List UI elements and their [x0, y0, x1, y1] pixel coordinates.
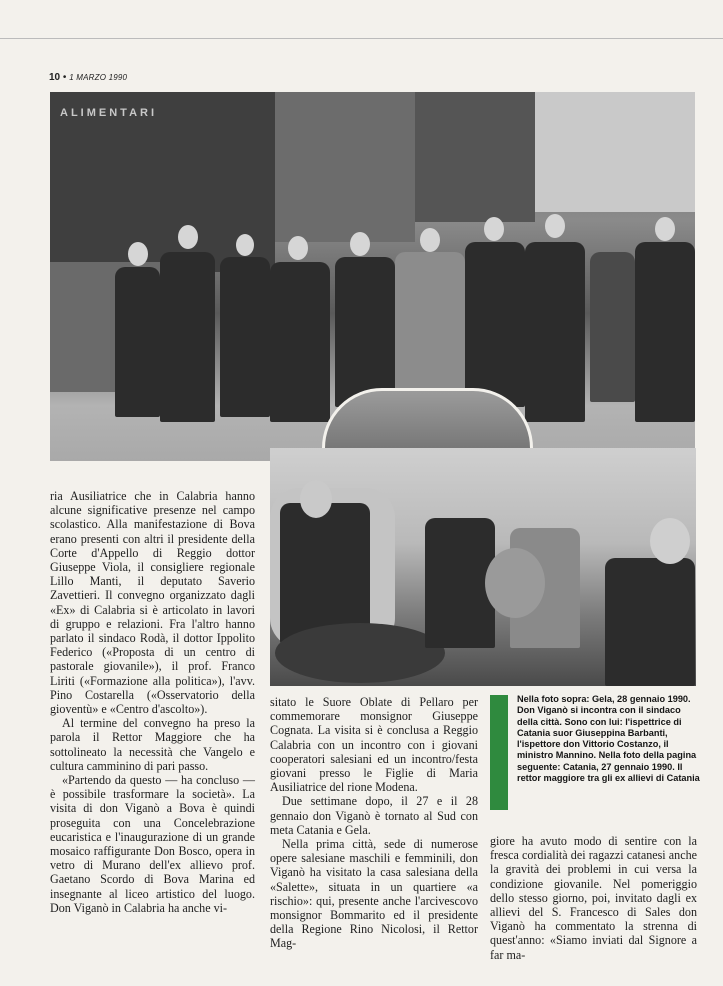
head	[178, 225, 198, 249]
head	[128, 242, 148, 266]
building-center	[275, 92, 415, 242]
paragraph: giore ha avuto modo di sentire con la fresca cordialità dei ragazzi catanesi anche la gravità dei problemi in cui versa la condizione giovanile. Nel pomeriggio dello stesso giorno, poi, invitato dagli ex allievi del S. Francesco di Sales don Viganò ha commentato la strenna di quest'anno: «Siamo inviati dal Signore a far ma-	[490, 834, 697, 962]
person	[465, 242, 525, 407]
paragraph: ria Ausiliatrice che in Calabria hanno alcune significative presenze nel campo scolastico. Alla manifestazione di Bova erano presenti con altri il presidente della Corte d'Appello di Reggio dottor Giuseppe Viola, il consigliere regionale Lillo Manti, il deputato Saverio Zavettieri. Il convegno organizzato dagli «Ex» di Calabria si è articolato in lavori di gruppo e relazioni. Fra l'altro hanno parlato il sindaco Rodà, il dottor Ippolito Federico («Proposta di un centro di pastorale giovanile»), il prof. Franco Liriti («Formazione alla politica»), l'avv. Pino Costarella («Osservatorio della gioventù» e «Centro d'ascolto»).	[50, 489, 255, 717]
building-balconies	[415, 92, 535, 222]
person	[220, 257, 270, 417]
seated-priest	[605, 558, 695, 686]
caption-accent-bar	[490, 695, 508, 810]
photo-caption: Nella foto sopra: Gela, 28 gennaio 1990. Don Viganò si incontra con il sindaco della città. Sono con lui: l'ispettrice di Catania suor Giuseppina Barbanti, l'ispettore don Vittorio Costanzo, il ministro Mannino. Nella foto della pagina seguente: Catania, 27 gennaio 1990. Il rettor maggiore tra gli ex allievi di Catania	[517, 694, 700, 784]
shop-sign: ALIMENTARI	[60, 107, 158, 119]
person	[160, 252, 215, 422]
top-rule	[0, 38, 723, 39]
paragraph: Nella prima città, sede di numerose opere salesiane maschili e femminili, don Viganò ha visitato la casa salesiana della «Salette», situata in un quartiere «a rischio»: qui, presente anche l'arcivescovo monsignor Bommarito ed il presidente della Regione Rino Nicolosi, il Rettor Mag-	[270, 837, 478, 951]
head	[300, 480, 332, 518]
head	[350, 232, 370, 256]
person	[590, 252, 635, 402]
paragraph: Due settimane dopo, il 27 e il 28 gennaio don Viganò è tornato al Sud con meta Catania e Gela.	[270, 794, 478, 837]
person	[115, 267, 160, 417]
head	[420, 228, 440, 252]
nun-figure	[395, 252, 465, 402]
header-bullet: •	[62, 72, 70, 83]
head	[545, 214, 565, 238]
head	[484, 217, 504, 241]
photo-gela-meeting	[270, 448, 696, 686]
issue-date: 1 MARZO 1990	[69, 73, 128, 82]
head	[655, 217, 675, 241]
head	[236, 234, 254, 256]
head	[288, 236, 308, 260]
coffee-table	[275, 623, 445, 683]
person	[335, 257, 395, 407]
paragraph: sitato le Suore Oblate di Pellaro per commemorare monsignor Giuseppe Cognata. La visita si è conclusa a Reggio Calabria con un incontro con i giovani cooperatori salesiani ed un incontro/festa giovani presso le Figlie di Maria Ausiliatrice del rione Modena.	[270, 695, 478, 795]
head	[650, 518, 690, 564]
page-header	[49, 72, 127, 83]
person	[525, 242, 585, 422]
page-number: 10	[49, 72, 61, 83]
back-of-head	[485, 548, 545, 618]
seated-man	[280, 503, 370, 643]
person	[635, 242, 695, 422]
paragraph: «Partendo da questo — ha concluso — è possibile trasformare la società». La visita di don Viganò a Bova è quindi proseguita con una Concelebrazione eucaristica e l'inaugurazione di un grande mosaico raffigurante Don Bosco, opera in vetro di Murano dell'ex allievo prof. Gaetano Scordo di Bova Marina ed insegnante al liceo artistico del luogo. Don Viganò in Calabria ha anche vi-	[50, 773, 255, 915]
article-column-1	[50, 489, 255, 915]
article-column-3	[490, 834, 697, 962]
article-column-2	[270, 695, 478, 951]
building-right	[535, 92, 695, 212]
person	[270, 262, 330, 422]
paragraph: Al termine del convegno ha preso la parola il Rettor Maggiore che ha sottolineato la necessità che Vangelo e cultura camminino di pari passo.	[50, 716, 255, 773]
